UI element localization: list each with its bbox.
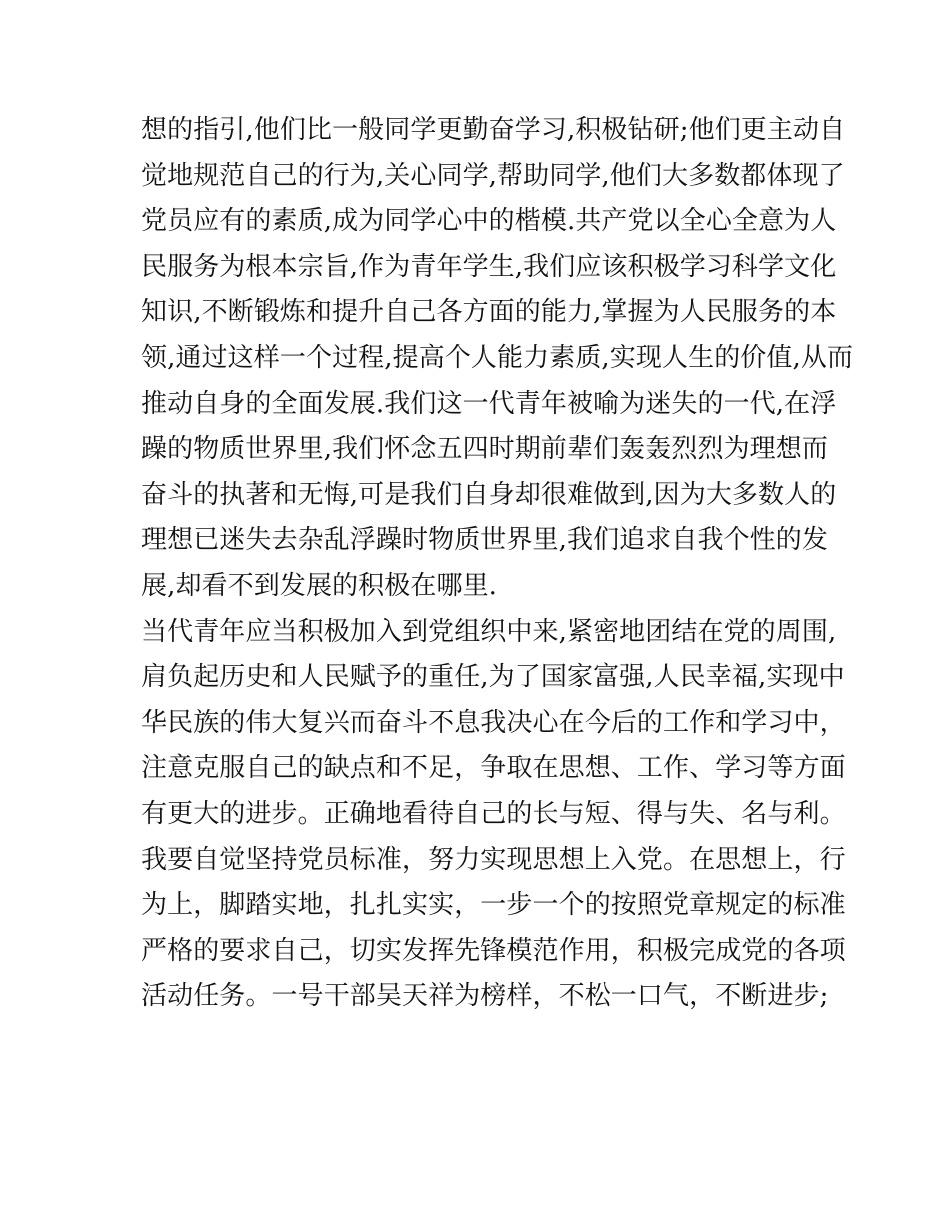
text-line: 注意克服自己的缺点和不足，争取在思想、工作、学习等方面 [141,753,846,784]
text-line: 民服务为根本宗旨,作为青年学生,我们应该积极学习科学文化 [141,251,837,282]
text-line: 觉地规范自己的行为,关心同学,帮助同学,他们大多数都体现了 [141,160,845,191]
text-line: 党员应有的素质,成为同学心中的楷模.共产党以全心全意为人 [141,206,837,237]
text-line: 当代青年应当积极加入到党组织中来,紧密地团结在党的周围, [141,616,837,647]
text-line: 为上，脚踏实地，扎扎实实，一步一个的按照党章规定的标准 [141,890,846,921]
body-text [141,108,854,1020]
text-line: 肩负起历史和人民赋予的重任,为了国家富强,人民幸福,实现中 [141,662,845,693]
text-line: 理想已迷失去杂乱浮躁时物质世界里,我们追求自我个性的发 [141,525,828,556]
text-line: 严格的要求自己，切实发挥先锋模范作用，积极完成党的各项 [141,935,846,966]
text-line: 想的指引,他们比一般同学更勤奋学习,积极钻研;他们更主动自 [141,115,846,145]
text-line: 我要自觉坚持党员标准，努力实现思想上入党。在思想上，行 [141,844,846,875]
text-line: 奋斗的执著和无悔,可是我们自身却很难做到,因为大多数人的 [141,479,837,510]
text-line: 躁的物质世界里,我们怀念五四时期前辈们轰轰烈烈为理想而 [141,434,828,465]
text-line: 推动自身的全面发展.我们这一代青年被喻为迷失的一代,在浮 [141,388,837,419]
text-line: 有更大的进步。正确地看待自己的长与短、得与失、名与利。 [141,798,846,829]
text-line: 展,却看不到发展的积极在哪里. [141,570,498,601]
text-line: 知识,不断锻炼和提升自己各方面的能力,掌握为人民服务的本 [141,297,837,328]
text-line: 领,通过这样一个过程,提高个人能力素质,实现人生的价值,从而 [141,342,854,373]
text-line: 活动任务。一号干部吴天祥为榜样，不松一口气，不断进步; [141,981,829,1012]
text-line: 华民族的伟大复兴而奋斗不息我决心在今后的工作和学习中， [141,707,846,738]
